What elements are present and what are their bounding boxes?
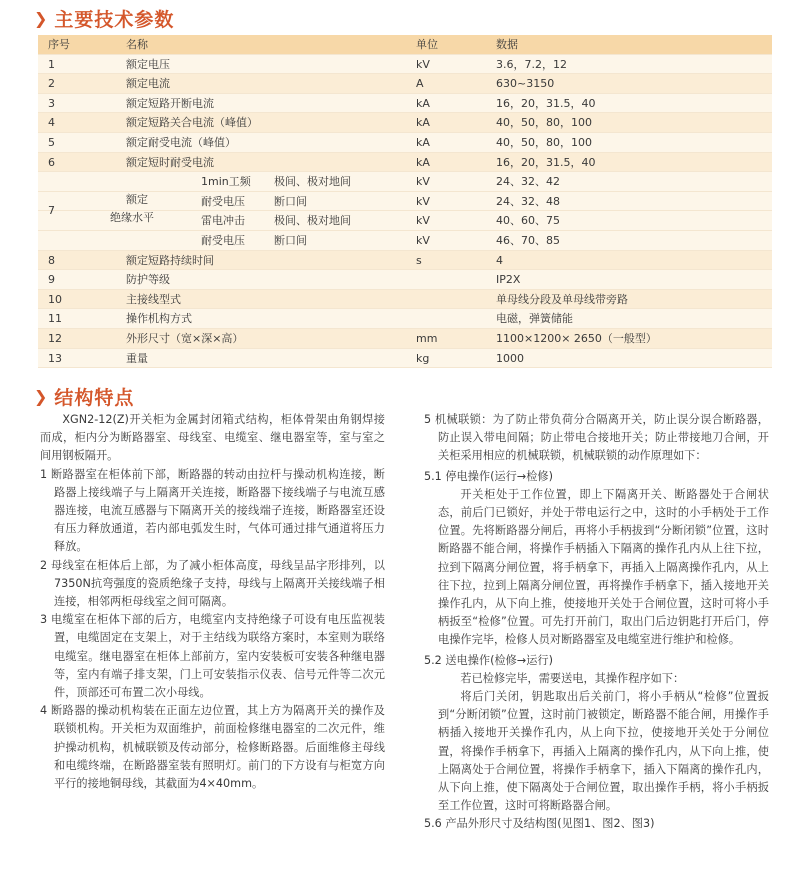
cell-unit: kA [416,116,430,130]
cell-name: 额定耐受电流（峰值） [126,136,236,149]
specs-title-text: 主要技术参数 [54,9,175,31]
cell-name: 额定短路持续时间 [126,253,214,267]
cell-condition: 断口间 [274,234,307,247]
cell-data: 1100×1200× 2650（一般型） [496,332,657,345]
intro-paragraph: XGN2-12(Z)开关柜为金属封闭箱式结构，柜体骨架由角钢焊接而成，柜内分为断路器室、母线室、电缆室、继电器室等，室与室之间用钢板隔开。 [40,413,385,463]
specs-section-title [34,5,174,32]
table-row [38,94,772,114]
paragraph-5: 5 机械联锁：为了防止带负荷分合隔离开关，防止误分误合断路器，防止误入带电间隔；防止带电合接地开关；防止带接地刀合闸，开关柜采用相应的机械联锁，机械联锁的动作原理如下： [424,413,769,463]
cell-unit: A [416,77,424,91]
cell-unit: kV [416,194,430,208]
cell-data: 40，50，80，100 [496,136,592,149]
cell-unit: s [416,253,422,267]
cell-name: 重量 [126,351,148,365]
table-row [38,133,772,153]
table-row [38,290,772,310]
cell-unit: kV [416,214,430,228]
cell-data: 46、70、85 [496,234,560,247]
cell-name: 额定短时耐受电流 [126,155,214,169]
cell-no: 1 [48,57,55,71]
paragraph-1: 1 断路器室在柜体前下部，断路器的转动由拉杆与操动机构连接，断路器上接线端子与上隔离开关连接，断路器下接线端子与电流互感器连接，电流互感器与下隔离开关的接线端子连接，断路器室还设有压力释放通道，若内部电弧发生时，气体可通过排气通道将压力释放。 [40,467,385,554]
header-data: 数据 [496,38,518,51]
paragraph-3: 3 电缆室在柜体下部的后方，电缆室内支持绝缘子可设有电压监视装置，电缆固定在支架上，对于主结线为联络方案时，本室则为联络电缆室。继电器室在柜体上部前方，室内安装板可安装各种继电器等，室内有端子排支架，门上可安装指示仪表、信号元件等二次元件，顶部还可布置二次小母线。 [40,613,385,700]
cell-data: 单母线分段及单母线带旁路 [496,292,628,306]
cell-name-line2: 绝缘水平 [110,211,154,225]
cell-no: 3 [48,96,55,110]
group2-line2: 耐受电压 [201,233,245,247]
table-row [38,153,772,173]
cell-name: 外形尺寸（宽×深×高） [126,332,244,345]
cell-unit: kA [416,136,430,149]
table-row [38,55,772,75]
table-header-row [38,35,772,55]
subsection-5-2-body: 将后门关闭，钥匙取出后关前门，将小手柄从“检修”位置扳到“分断闭锁”位置，这时前门被锁定，断路器不能合闸，用操作手柄插入接地开关操作孔内，从上向下拉，使接地开关处于分闸位置，将操作手柄拿下，再插入上隔离的操作孔内，从下向上推，使上隔离处于合闸位置，将操作手柄拿下，插入下隔离的操作孔内，从下向上推，使下隔离处于合闸位置，取出操作手柄，将小手柄扳至工作位置，这时可将断路器合闸。 [438,690,769,813]
left-column [40,411,385,793]
cell-unit: kV [416,57,430,71]
cell-name: 防护等级 [126,273,170,287]
subsection-5-2-intro: 若已检修完毕，需要送电，其操作程序如下： [460,671,685,685]
cell-condition: 极间、极对地间 [274,175,351,189]
header-name: 名称 [126,38,148,51]
spec-table-body [38,35,772,368]
cell-data: IP2X [496,273,521,287]
cell-no: 11 [48,312,62,326]
chevron-right-icon: ❯ [34,387,49,406]
cell-no: 6 [48,155,55,169]
cell-no: 7 [48,204,55,218]
cell-data: 16，20，31.5，40 [496,155,596,169]
cell-data: 4 [496,253,503,267]
cell-data: 1000 [496,351,524,365]
cell-data: 16，20，31.5，40 [496,96,596,110]
subsection-5-1-title: 5.1 停电操作(运行→检修) [424,469,553,483]
header-unit: 单位 [416,38,438,51]
cell-no: 2 [48,77,55,91]
cell-name-line1: 额定 [126,193,148,207]
cell-data: 40，50，80，100 [496,116,592,130]
table-row [38,270,772,290]
cell-no: 13 [48,351,62,365]
cell-data: 24、32、42 [496,175,560,189]
row7-labels [38,172,268,250]
cell-unit: kg [416,351,430,365]
table-row [38,251,772,271]
cell-name: 操作机构方式 [126,312,192,326]
cell-name: 额定短路开断电流 [126,96,214,110]
cell-data: 630~3150 [496,77,555,91]
cell-condition: 极间、极对地间 [274,214,351,228]
cell-data: 电磁，弹簧储能 [496,312,573,326]
structure-title-text: 结构特点 [54,387,135,409]
subsection-5-2-title: 5.2 送电操作(检修→运行) [424,653,553,667]
cell-no: 12 [48,332,62,345]
subsection-5-1-body: 开关柜处于工作位置，即上下隔离开关、断路器处于合闸状态，前后门已锁好，并处于带电运行之中，这时的小手柄处于工作位置。先将断路器分闸后，再将小手柄拔到“分断闭锁”位置，这时断路器不能合闸，将操作手柄插入下隔离的操作孔内从上往下拉，拉到下隔离分闸位置，将手柄拿下，再插入上隔离操作孔内，从上往下拉，拉到上隔离分闸位置，再将操作手柄拿下，插入接地开关操作孔内，从下向上推，使接地开关处于合闸位置，这时可将小手柄扳至“检修”位置。可先打开前门，取出门后边钥匙打开后门，停电操作完毕，检修人员对断路器室及电缆室进行维护和检修。 [438,487,769,647]
chevron-right-icon: ❯ [34,9,49,28]
cell-unit: mm [416,332,438,345]
cell-no: 9 [48,273,55,287]
cell-name: 主接线型式 [126,292,181,306]
cell-data: 3.6，7.2，12 [496,57,567,71]
group1-line2: 耐受电压 [201,194,245,208]
structure-section-title [34,383,134,410]
cell-data: 24、32、48 [496,194,560,208]
table-row [38,74,772,94]
table-row [38,329,772,349]
subsection-5-6: 5.6 产品外形尺寸及结构图(见图1、图2、图3) [424,817,655,831]
cell-condition: 断口间 [274,194,307,208]
table-row [38,349,772,369]
right-column [424,411,769,834]
cell-name: 额定短路关合电流（峰值） [126,116,258,130]
cell-unit: kV [416,234,430,247]
table-row [38,113,772,133]
cell-unit: kV [416,175,430,189]
header-no: 序号 [48,38,70,51]
cell-data: 40、60、75 [496,214,560,228]
cell-no: 4 [48,116,55,130]
cell-no: 10 [48,292,62,306]
cell-name: 额定电流 [126,77,170,91]
cell-unit: kA [416,96,430,110]
group1-line1: 1min工频 [201,175,251,189]
cell-no: 8 [48,253,55,267]
cell-unit: kA [416,155,430,169]
paragraph-4: 4 断路器的操动机构装在正面左边位置，其上方为隔离开关的操作及联锁机构。开关柜为双面维护，前面检修继电器室的二次元件，维护操动机构，机械联锁及传动部分，检修断路器。后面维修主母线和电缆终端，在断路器室装有照明灯。前门的下方设有与柜宽方向平行的接地铜母线，其截面为4×40mm。 [40,704,385,791]
group2-line1: 雷电冲击 [201,214,245,228]
table-row [38,309,772,329]
cell-no: 5 [48,136,55,149]
paragraph-2: 2 母线室在柜体后上部，为了减小柜体高度，母线呈品字形排列，以7350N抗弯强度的瓷质绝缘子支持，母线与上隔离开关接线端子相连接，相邻两柜母线室之间可隔离。 [40,558,385,609]
cell-name: 额定电压 [126,57,170,71]
